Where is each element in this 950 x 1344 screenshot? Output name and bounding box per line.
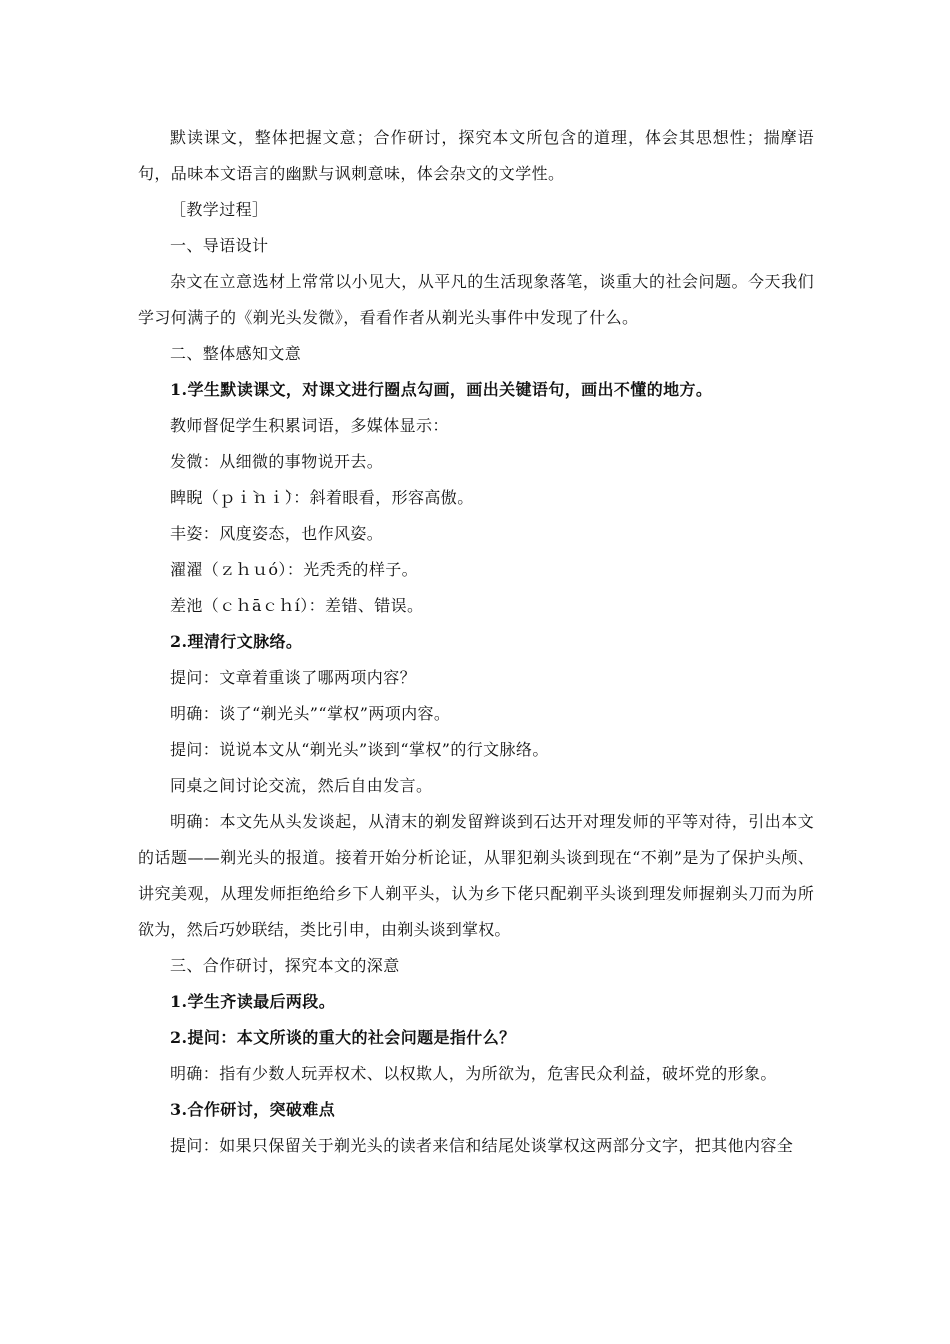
vocab-item: 濯濯（ｚｈｕó）：光秃秃的样子。: [170, 560, 419, 579]
paragraph-vocabulary-intro: 教师督促学生积累词语，多媒体显示：: [170, 416, 449, 435]
vocab-item: 差池（ｃｈāｃｈí）：差错、错误。: [170, 596, 424, 615]
step-2-structure: 2.理清行文脉络。: [170, 632, 303, 651]
question: 提问：文章着重谈了哪两项内容？: [170, 668, 417, 687]
step-2-question: 2.提问：本文所谈的重大的社会问题是指什么？: [170, 1028, 516, 1047]
document-body: [138, 120, 814, 1164]
question: 提问：如果只保留关于剃光头的读者来信和结尾处谈掌权这两部分文字，把其他内容全: [170, 1136, 794, 1155]
step-1-read-aloud: 1.学生齐读最后两段。: [170, 992, 336, 1011]
paragraph-discussion: 同桌之间讨论交流，然后自由发言。: [170, 776, 433, 795]
heading-section-3: 三、合作研讨，探究本文的深意: [170, 956, 400, 975]
answer: 明确：本文先从头发谈起，从清末的剃发留辫谈到石达开对理发师的平等对待，引出本文的话题——剃光头的报道。接着开始分析论证，从罪犯剃头谈到现在“不剃”是为了保护头颅、讲究美观，从理发师拒绝给乡下人剃平头，认为乡下佬只配剃平头谈到理发师握剃头刀而为所欲为，然后巧妙联结，类比引申，由剃头谈到掌权。: [138, 812, 814, 939]
heading-section-2: 二、整体感知文意: [170, 344, 302, 363]
vocab-item: 睥睨（ｐｉ̀ｎｉ̀）：斜着眼看，形容高傲。: [170, 488, 474, 507]
question: 提问：说说本文从“剃光头”谈到“掌权”的行文脉络。: [170, 740, 549, 759]
paragraph-intro: 杂文在立意选材上常常以小见大，从平凡的生活现象落笔，谈重大的社会问题。今天我们学习何满子的《剃光头发微》，看看作者从剃光头事件中发现了什么。: [138, 272, 814, 327]
vocab-item: 丰姿：风度姿态，也作风姿。: [170, 524, 384, 543]
heading-teaching-process: ［教学过程］: [170, 200, 269, 219]
answer: 明确：指有少数人玩弄权术、以权欺人，为所欲为，危害民众利益，破坏党的形象。: [170, 1064, 777, 1083]
paragraph-objectives: 默读课文，整体把握文意；合作研讨，探究本文所包含的道理，体会其思想性；揣摩语句，品味本文语言的幽默与讽刺意味，体会杂文的文学性。: [138, 128, 814, 183]
answer: 明确：谈了“剃光头”“掌权”两项内容。: [170, 704, 451, 723]
step-3-cooperative-study: 3.合作研讨，突破难点: [170, 1100, 336, 1119]
step-1-silent-reading: 1.学生默读课文，对课文进行圈点勾画，画出关键语句，画出不懂的地方。: [170, 380, 713, 399]
heading-section-1: 一、导语设计: [170, 236, 269, 255]
vocab-item: 发微：从细微的事物说开去。: [170, 452, 384, 471]
